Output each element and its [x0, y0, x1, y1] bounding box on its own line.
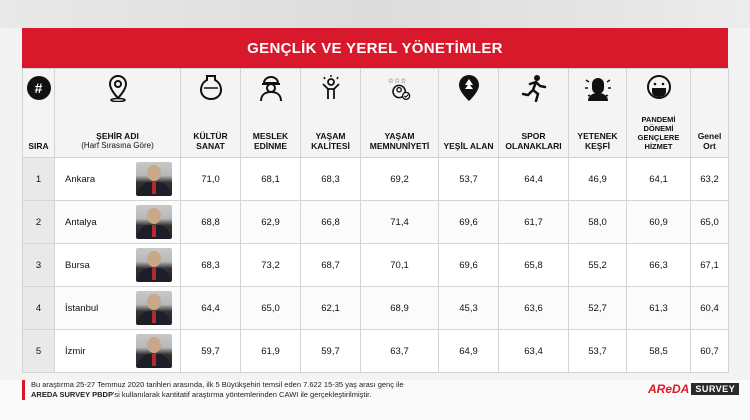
- brand-survey: SURVEY: [691, 383, 739, 395]
- cell-yesil: 69,6: [439, 201, 499, 244]
- stars-user-icon: [386, 73, 414, 103]
- header-yesil-alan: YEŞİL ALAN: [439, 69, 499, 158]
- cell-pandemi: 61,3: [627, 287, 691, 330]
- vase-icon: [197, 73, 225, 103]
- header-yasam-kalitesi: YAŞAM KALİTESİ: [301, 69, 361, 158]
- cell-meslek: 73,2: [241, 244, 301, 287]
- header-sira: # SIRA: [23, 69, 55, 158]
- avatar: [136, 248, 172, 282]
- cell-kultur: 68,3: [181, 244, 241, 287]
- table-row: [23, 287, 729, 330]
- cell-meslek: 62,9: [241, 201, 301, 244]
- cell-yetenek: 58,0: [569, 201, 627, 244]
- avatar: [136, 162, 172, 196]
- cell-yesil: 64,9: [439, 330, 499, 373]
- cell-sira: 1: [23, 158, 55, 201]
- cell-pandemi: 64,1: [627, 158, 691, 201]
- avatar: [136, 291, 172, 325]
- cell-genel: 67,1: [691, 244, 729, 287]
- cell-yetenek: 53,7: [569, 330, 627, 373]
- cell-meslek: 68,1: [241, 158, 301, 201]
- cell-yesil: 53,7: [439, 158, 499, 201]
- footer-note: Bu araştırma 25-27 Temmuz 2020 tarihleri arasında, ilk 5 Büyükşehiri temsil eden 7.622 15-35 yaş arası genç ile AREDA SURVEY PBDP'si kullanılarak kantitatif araştırma yöntemlerinden CAWI ile gerçekleştirilmiştir.: [22, 380, 542, 400]
- header-spor: SPOR OLANAKLARI: [499, 69, 569, 158]
- cell-spor: 65,8: [499, 244, 569, 287]
- cell-genel: 60,7: [691, 330, 729, 373]
- cell-kultur: 71,0: [181, 158, 241, 201]
- cell-spor: 63,6: [499, 287, 569, 330]
- runner-icon: [520, 73, 548, 103]
- cell-yetenek: 52,7: [569, 287, 627, 330]
- talent-head-icon: [584, 73, 612, 103]
- table-row: [23, 330, 729, 373]
- cell-yetenek: 55,2: [569, 244, 627, 287]
- cell-kultur: 64,4: [181, 287, 241, 330]
- cell-genel: 60,4: [691, 287, 729, 330]
- cell-city: Antalya: [55, 201, 181, 244]
- header-pandemi: PANDEMİ DÖNEMİ GENÇLERE HİZMET: [627, 69, 691, 158]
- mask-face-icon: [645, 73, 673, 103]
- cell-spor: 63,4: [499, 330, 569, 373]
- header-genel: Genel Ort: [691, 69, 729, 158]
- background-top: [0, 0, 750, 28]
- cell-city: Bursa: [55, 244, 181, 287]
- cell-meslek: 61,9: [241, 330, 301, 373]
- cell-sira: 5: [23, 330, 55, 373]
- cell-genel: 63,2: [691, 158, 729, 201]
- cell-city: İstanbul: [55, 287, 181, 330]
- cell-sira: 4: [23, 287, 55, 330]
- cell-kalite: 59,7: [301, 330, 361, 373]
- cell-pandemi: 66,3: [627, 244, 691, 287]
- hash-icon: #: [27, 76, 51, 100]
- cell-city: İzmir: [55, 330, 181, 373]
- brand-areda: AReDA: [648, 382, 690, 396]
- cell-kultur: 68,8: [181, 201, 241, 244]
- cell-pandemi: 58,5: [627, 330, 691, 373]
- cell-memnuniyet: 63,7: [361, 330, 439, 373]
- cell-memnuniyet: 70,1: [361, 244, 439, 287]
- svg-text:☆☆☆: ☆☆☆: [387, 76, 407, 85]
- header-meslek: MESLEK EDİNME: [241, 69, 301, 158]
- table-row: [23, 158, 729, 201]
- cell-yesil: 69,6: [439, 244, 499, 287]
- cell-yesil: 45,3: [439, 287, 499, 330]
- header-kultur: KÜLTÜR SANAT: [181, 69, 241, 158]
- worker-icon: [257, 73, 285, 103]
- cell-genel: 65,0: [691, 201, 729, 244]
- avatar: [136, 334, 172, 368]
- cell-kultur: 59,7: [181, 330, 241, 373]
- cell-sira: 3: [23, 244, 55, 287]
- page-title: GENÇLİK VE YEREL YÖNETİMLER: [22, 28, 728, 68]
- cell-kalite: 68,7: [301, 244, 361, 287]
- tree-pin-icon: [455, 73, 483, 103]
- results-table-container: [22, 68, 728, 372]
- cell-yetenek: 46,9: [569, 158, 627, 201]
- cell-pandemi: 60,9: [627, 201, 691, 244]
- cell-kalite: 66,8: [301, 201, 361, 244]
- cell-kalite: 68,3: [301, 158, 361, 201]
- cell-spor: 64,4: [499, 158, 569, 201]
- brand-logo: [648, 382, 739, 396]
- table-row: [23, 201, 729, 244]
- cell-sira: 2: [23, 201, 55, 244]
- cell-city: Ankara: [55, 158, 181, 201]
- table-row: [23, 244, 729, 287]
- cell-spor: 61,7: [499, 201, 569, 244]
- header-city: ŞEHİR ADI (Harf Sırasına Göre): [55, 69, 181, 158]
- cell-memnuniyet: 68,9: [361, 287, 439, 330]
- results-table: [22, 68, 729, 373]
- location-pin-icon: [104, 73, 132, 103]
- header-yasam-memnuniyeti: ☆☆☆ YAŞAM MEMNUNİYETİ: [361, 69, 439, 158]
- person-celebrate-icon: [317, 73, 345, 103]
- cell-kalite: 62,1: [301, 287, 361, 330]
- cell-meslek: 65,0: [241, 287, 301, 330]
- cell-memnuniyet: 69,2: [361, 158, 439, 201]
- cell-memnuniyet: 71,4: [361, 201, 439, 244]
- avatar: [136, 205, 172, 239]
- header-yetenek: YETENEK KEŞFİ: [569, 69, 627, 158]
